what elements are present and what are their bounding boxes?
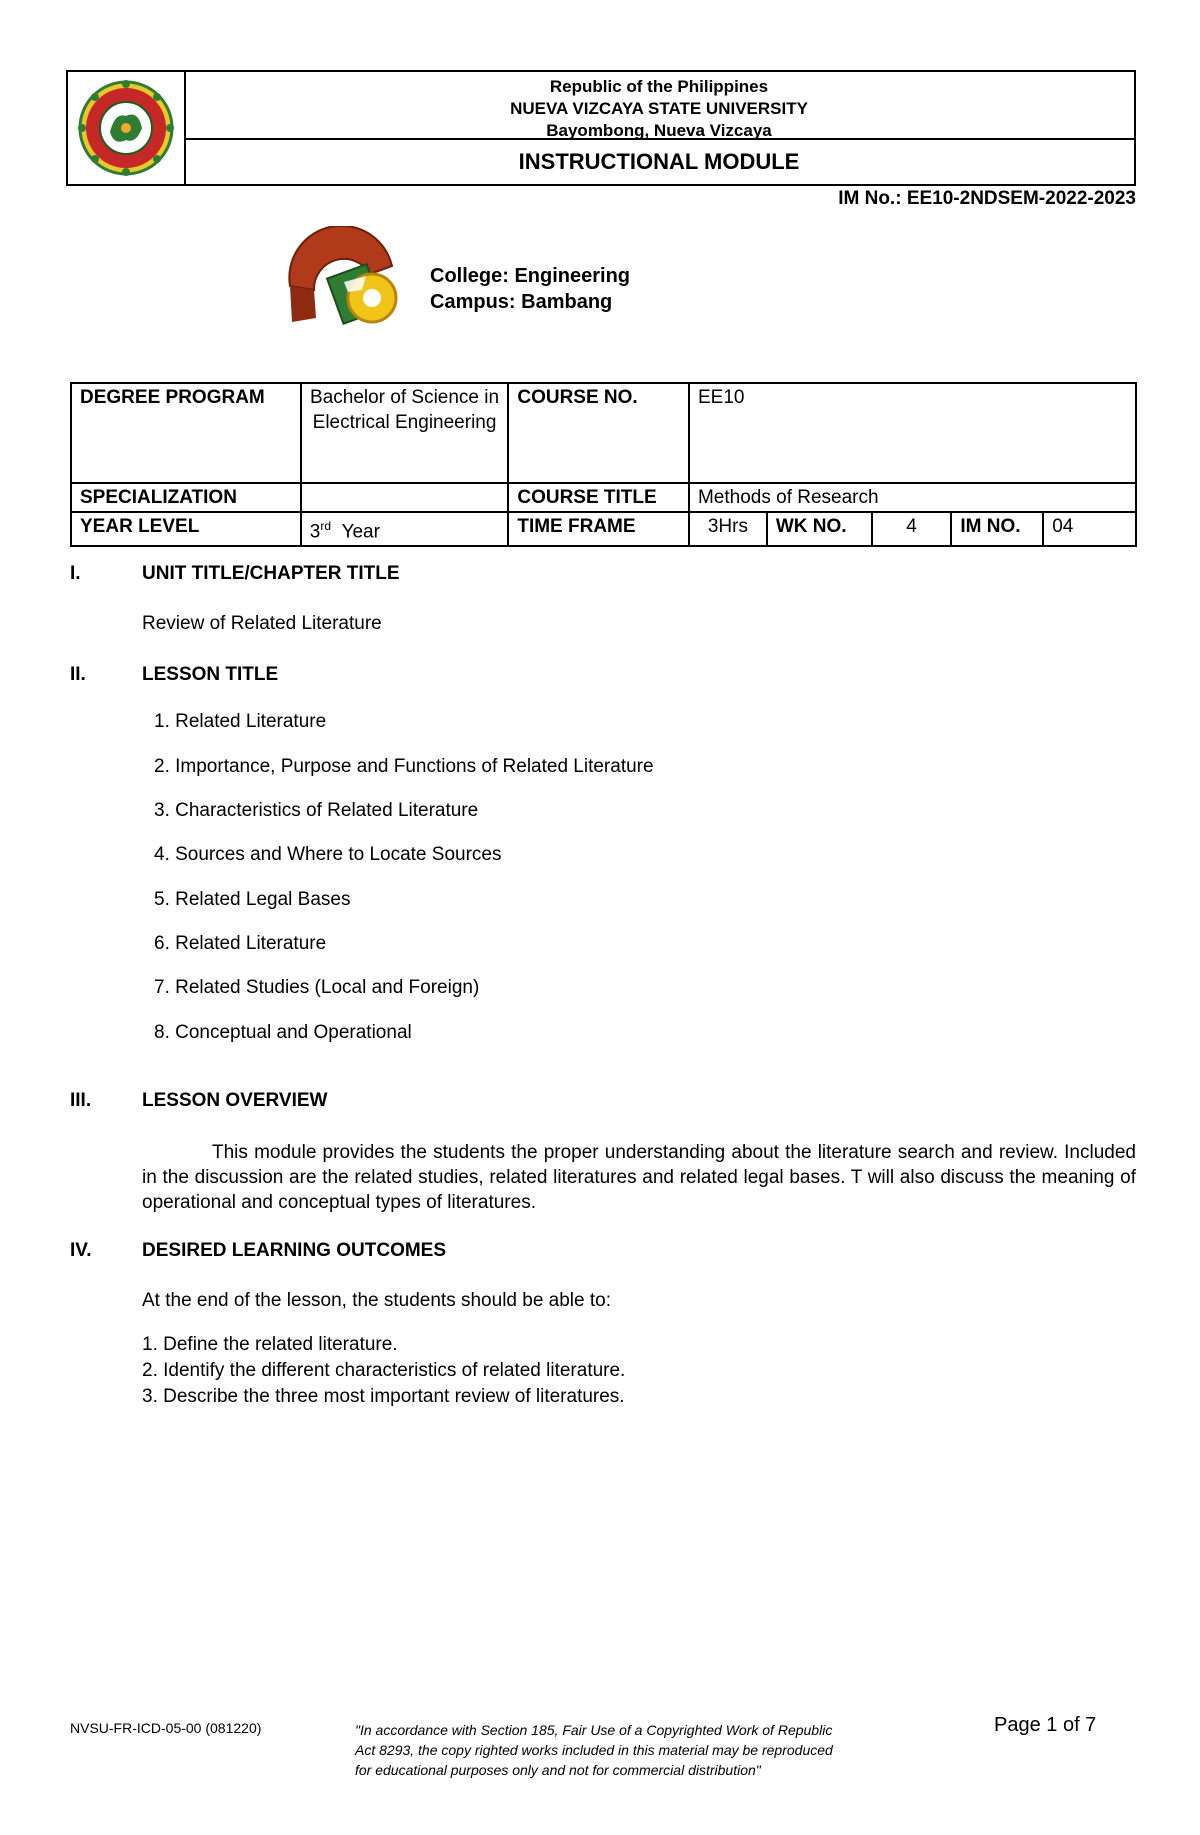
- section-2-number: II.: [70, 664, 86, 685]
- section-4-number: IV.: [70, 1240, 92, 1261]
- table-row: [71, 383, 1136, 483]
- wk-no-value: 4: [872, 512, 952, 546]
- campus-line: Campus: Bambang: [430, 291, 613, 313]
- form-code: NVSU-FR-ICD-05-00 (081220): [70, 1720, 262, 1736]
- lesson-item: 7. Related Studies (Local and Foreign): [154, 977, 480, 998]
- time-frame-label: TIME FRAME: [508, 512, 689, 546]
- table-row: [71, 512, 1136, 546]
- university-name: NUEVA VIZCAYA STATE UNIVERSITY: [510, 99, 808, 118]
- document-type-title: INSTRUCTIONAL MODULE: [518, 149, 800, 174]
- college-line: College: Engineering: [430, 265, 631, 287]
- section-3-title: LESSON OVERVIEW: [142, 1090, 328, 1111]
- course-info-table: [70, 382, 1137, 547]
- course-no-label: COURSE NO.: [508, 383, 689, 483]
- lesson-item: 1. Related Literature: [154, 711, 327, 732]
- section-1-title: UNIT TITLE/CHAPTER TITLE: [142, 563, 400, 584]
- lesson-item: 6. Related Literature: [154, 933, 327, 954]
- outcome-item: 2. Identify the different characteristics of related literature.: [142, 1360, 626, 1381]
- lesson-item: 8. Conceptual and Operational: [154, 1022, 412, 1043]
- year-level-suffix: rd: [320, 519, 331, 533]
- fair-use-line-3: for educational purposes only and not for commercial distribution": [355, 1762, 761, 1778]
- header-title-cell: [184, 72, 1134, 140]
- wk-no-label: WK NO.: [767, 512, 872, 546]
- year-level-word: Year: [341, 521, 380, 543]
- page-number: Page 1 of 7: [994, 1714, 1097, 1736]
- outcomes-intro: At the end of the lesson, the students should be able to:: [142, 1290, 611, 1311]
- lesson-overview-paragraph: This module provides the students the proper understanding about the literature search and review. Included in the discussion are the related studies, related literatures and related legal bases. T will also discuss the meaning of operational and conceptual types of literatures.: [142, 1142, 1136, 1213]
- specialization-label: SPECIALIZATION: [71, 483, 301, 512]
- section-3-number: III.: [70, 1090, 92, 1111]
- degree-program-value: Bachelor of Science in Electrical Engineering: [301, 383, 509, 483]
- time-frame-value: 3Hrs: [689, 512, 767, 546]
- year-level-value: [301, 512, 509, 546]
- university-location: Bayombong, Nueva Vizcaya: [546, 121, 772, 140]
- course-title-label: COURSE TITLE: [508, 483, 689, 512]
- fair-use-line-1: "In accordance with Section 185, Fair Use of a Copyrighted Work of Republic: [355, 1722, 833, 1738]
- section-2-title: LESSON TITLE: [142, 664, 279, 685]
- university-seal-icon: [70, 72, 182, 184]
- lesson-item: 5. Related Legal Bases: [154, 889, 351, 910]
- fair-use-line-2: Act 8293, the copy righted works included in this material may be reproduced: [355, 1742, 833, 1758]
- university-seal-cell: [68, 72, 186, 184]
- course-title-value: Methods of Research: [689, 483, 1136, 512]
- im-number: IM No.: EE10-2NDSEM-2022-2023: [838, 188, 1136, 209]
- outcome-item: 1. Define the related literature.: [142, 1334, 398, 1355]
- fair-use-notice: [355, 1720, 915, 1780]
- table-row: [71, 483, 1136, 512]
- header-box: [66, 70, 1136, 186]
- im-no-value: 04: [1043, 512, 1136, 546]
- lesson-item: 3. Characteristics of Related Literature: [154, 800, 479, 821]
- year-level-number: 3: [309, 521, 321, 543]
- lesson-item: 4. Sources and Where to Locate Sources: [154, 844, 502, 865]
- section-4-title: DESIRED LEARNING OUTCOMES: [142, 1240, 447, 1261]
- lesson-item: 2. Importance, Purpose and Functions of Related Literature: [154, 756, 654, 777]
- im-no-label: IM NO.: [951, 512, 1043, 546]
- section-1-body: Review of Related Literature: [142, 613, 382, 634]
- section-1-number: I.: [70, 563, 81, 584]
- year-level-label: YEAR LEVEL: [71, 512, 301, 546]
- college-engineering-logo-icon: [282, 226, 414, 336]
- outcome-item: 3. Describe the three most important review of literatures.: [142, 1386, 625, 1407]
- country-line: Republic of the Philippines: [549, 77, 769, 96]
- course-no-value: EE10: [689, 383, 1136, 483]
- degree-program-label: DEGREE PROGRAM: [71, 383, 301, 483]
- specialization-value: [301, 483, 509, 512]
- college-info: [430, 263, 630, 315]
